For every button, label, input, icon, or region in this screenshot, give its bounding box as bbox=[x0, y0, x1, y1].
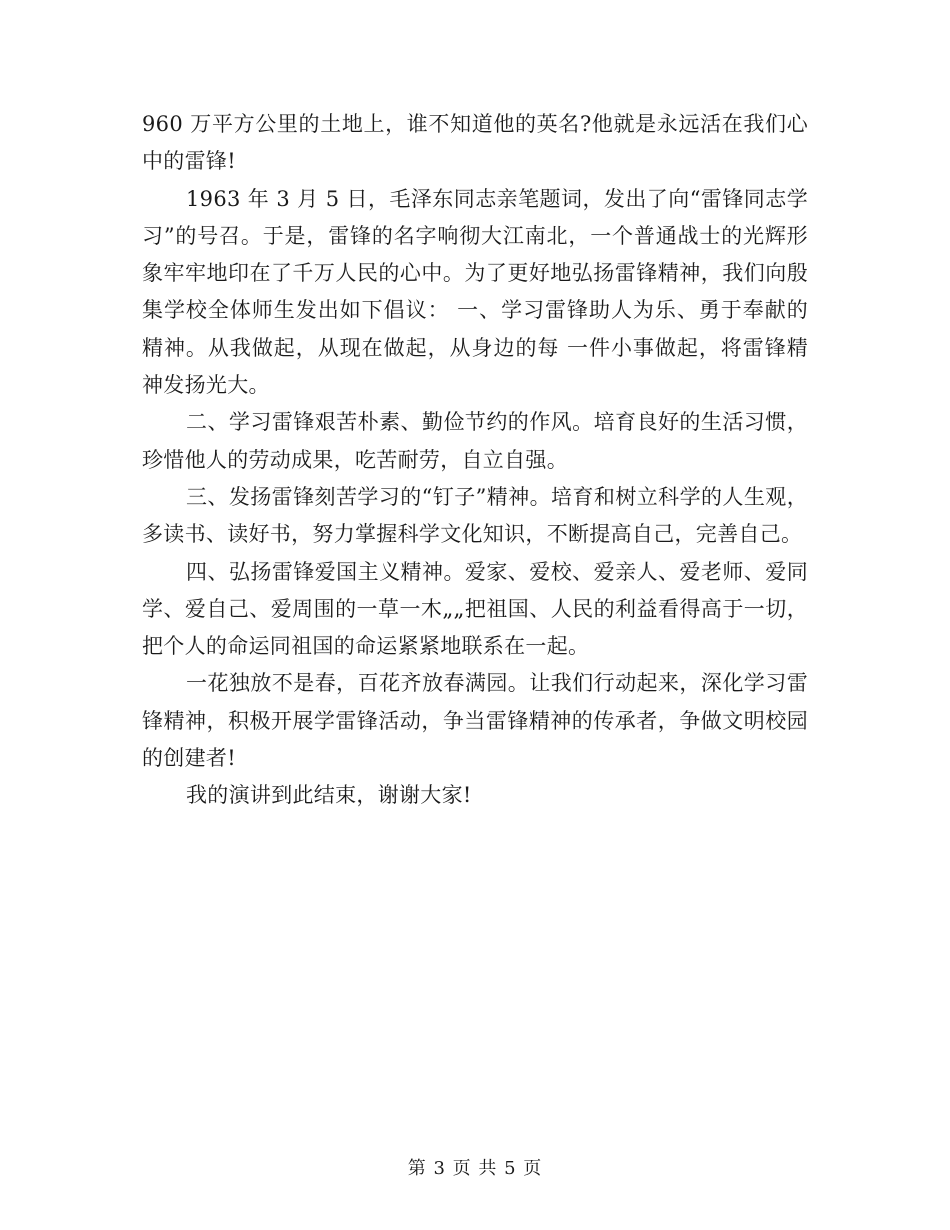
paragraph-call-to-action: 一花独放不是春，百花齐放春满园。让我们行动起来，深化学习雷锋精神，积极开展学雷锋活动，争当雷锋精神的传承者，争做文明校园的创建者! bbox=[142, 671, 808, 771]
paragraph-proposal-3: 三、发扬雷锋刻苦学习的“钉子”精神。培育和树立科学的人生观，多读书、读好书，努力掌握科学文化知识，不断提高自己，完善自己。 bbox=[142, 484, 808, 547]
paragraph-proposal-2: 二、学习雷锋艰苦朴素、勤俭节约的作风。培育良好的生活习惯，珍惜他人的劳动成果，吃苦耐劳，自立自强。 bbox=[142, 410, 808, 472]
paragraph-1963-appeal: 1963 年 3 月 5 日，毛泽东同志亲笔题词，发出了向“雷锋同志学习”的号召。于是，雷锋的名字响彻大江南北，一个普通战士的光辉形象牢牢地印在了千万人民的心中。为了更好地弘扬雷锋精神，我们向殷集学校全体师生发出如下倡议： 一、学习雷锋助人为乐、勇于奉献的精神。从我做起，从现在做起，从身边的每 一件小事做起，将雷锋精神发扬光大。 bbox=[142, 186, 808, 398]
paragraph-proposal-4: 四、弘扬雷锋爱国主义精神。爱家、爱校、爱亲人、爱老师、爱同学、爱自己、爱周围的一草一木„„把祖国、人民的利益看得高于一切，把个人的命运同祖国的命运紧紧地联系在一起。 bbox=[142, 559, 808, 659]
page-number-footer: 第 3 页 共 5 页 bbox=[407, 1158, 543, 1179]
paragraph-continuation: 960 万平方公里的土地上，谁不知道他的英名?他就是永远活在我们心中的雷锋! bbox=[142, 112, 808, 174]
document-body bbox=[142, 106, 808, 815]
paragraph-closing: 我的演讲到此结束，谢谢大家! bbox=[186, 783, 472, 808]
